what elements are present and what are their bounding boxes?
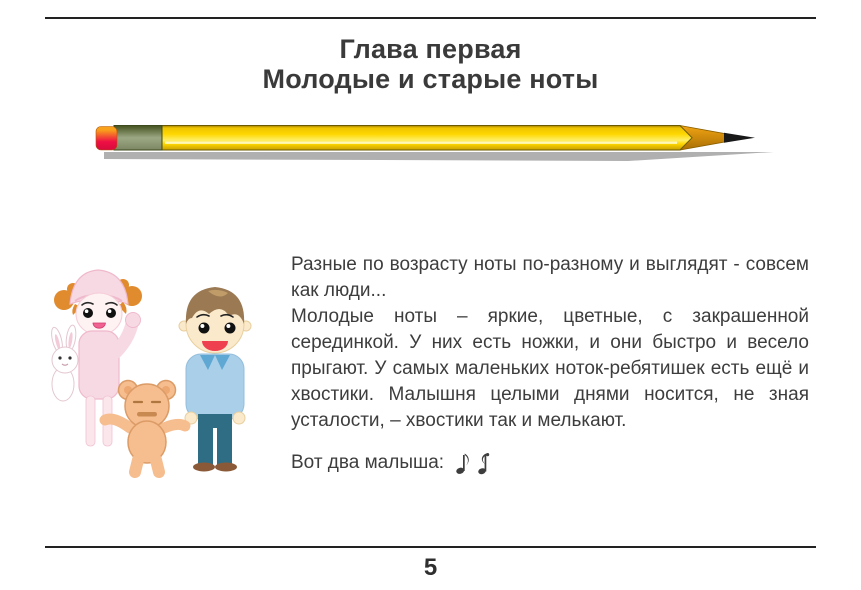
chapter-title-line2: Молодые и старые ноты [262,64,599,94]
note-icons [456,452,491,475]
pencil-graphite [724,133,755,143]
bunny-illustration [49,325,78,401]
eighth-note-icon [456,452,470,475]
pencil-ferrule [114,126,162,151]
pencil-shadow [104,152,774,161]
body-text [291,252,809,476]
page-number: 5 [423,554,438,581]
note-intro-label: Вот два малыша: [291,452,445,473]
teddy-bear-illustration [105,381,185,473]
note-example-line [291,450,809,476]
pencil-eraser [96,127,117,151]
children-illustration [48,258,263,482]
chapter-title-line1: Глава первая [339,34,522,64]
girl-boy-bear-bunny-icon [48,258,263,482]
pencil-body [162,126,692,151]
top-border-rule [45,17,816,19]
eighth-note-icon [477,452,491,475]
boy-illustration [179,287,251,472]
pencil-icon [88,118,778,164]
paragraph-young-notes: Молодые ноты – яркие, цветные, с закрашенной серединкой. У них есть ножки, и они быстро и весело прыгают. У самых маленьких ноток-ребятишек есть ещё и хвостики. Малышня целыми днями носится, не зная усталости, – хвостики так и мелькают. [291,306,809,431]
bottom-border-rule [45,546,816,548]
chapter-title [0,34,861,94]
paragraph-intro: Разные по возрасту ноты по-разному и выглядят - совсем как люди... [291,254,809,301]
pencil-highlight-stripe [165,142,677,144]
pencil-illustration [88,118,778,164]
